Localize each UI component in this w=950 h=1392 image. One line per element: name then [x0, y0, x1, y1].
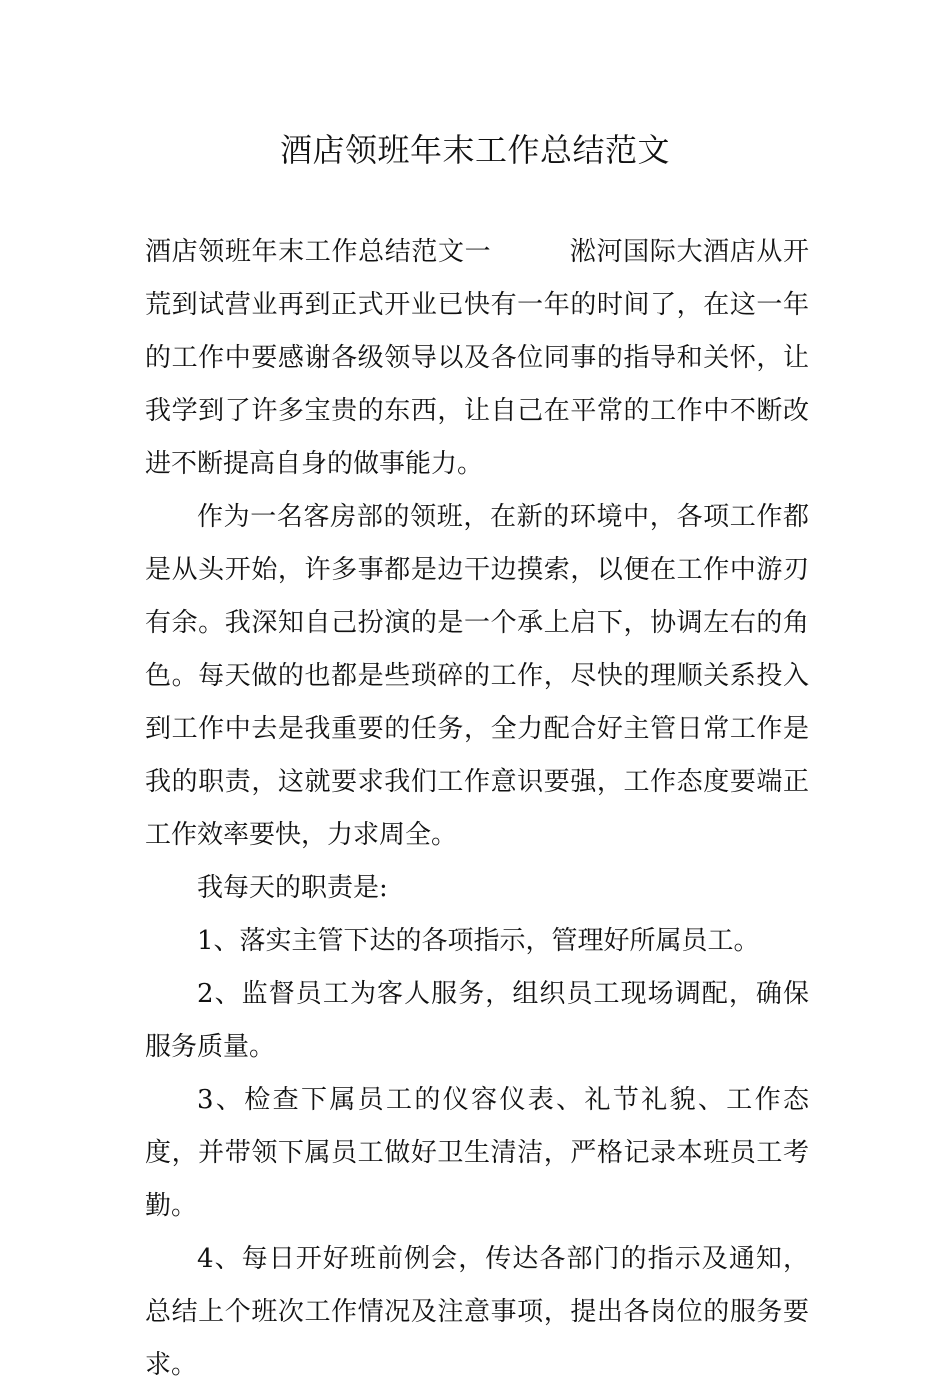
intro-heading: 酒店领班年末工作总结范文一 — [145, 237, 492, 267]
duty-item-1: 1、落实主管下达的各项指示，管理好所属员工。 — [197, 926, 760, 956]
document-body — [145, 226, 809, 1392]
paragraph-role: 作为一名客房部的领班，在新的环境中，各项工作都是从头开始，许多事都是边干边摸索，以便在工作中游刃有余。我深知自己扮演的是一个承上启下，协调左右的角色。每天做的也都是些琐碎的工作，尽快的理顺关系投入到工作中去是我重要的任务，全力配合好主管日常工作是我的职责，这就要求我们工作意识要强，工作态度要端正工作效率要快，力求周全。 — [145, 502, 809, 850]
document-title: 酒店领班年末工作总结范文 — [279, 131, 670, 169]
duty-item-2: 2、监督员工为客人服务，组织员工现场调配，确保服务质量。 — [145, 979, 809, 1062]
intro-text: 淞河国际大酒店从开荒到试营业再到正式开业已快有一年的时间了，在这一年的工作中要感谢各级领导以及各位同事的指导和关怀，让我学到了许多宝贵的东西，让自己在平常的工作中不断改进不断提高自身的做事能力。 — [145, 237, 809, 479]
duty-item-3: 3、检查下属员工的仪容仪表、礼节礼貌、工作态度，并带领下属员工做好卫生清洁，严格记录本班员工考勤。 — [145, 1085, 809, 1221]
duty-item-4: 4、每日开好班前例会，传达各部门的指示及通知，总结上个班次工作情况及注意事项，提出各岗位的服务要求。 — [145, 1244, 809, 1380]
intro-paragraph — [145, 226, 809, 491]
paragraph-duties-heading: 我每天的职责是: — [197, 873, 388, 903]
